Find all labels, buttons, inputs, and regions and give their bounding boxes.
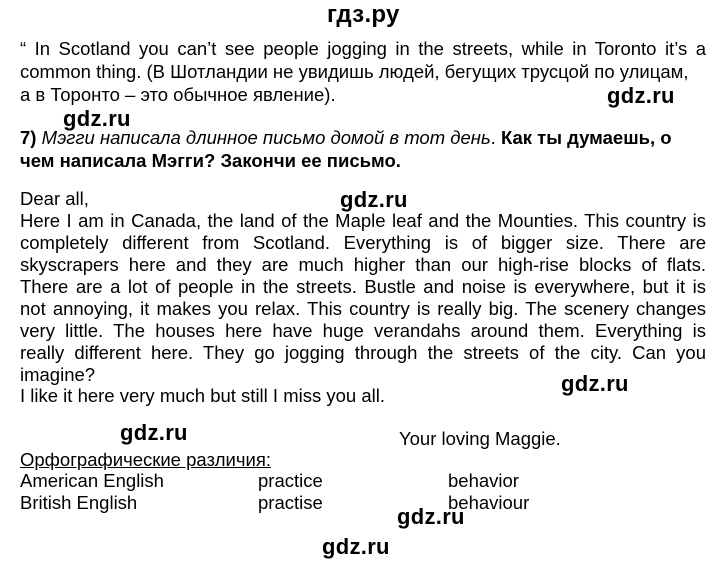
letter-line: There are a lot of people in the streets. Bustle and noise is everywhere, but it is	[20, 276, 706, 297]
task-bold-text-1: Как ты думаешь, о	[500, 127, 672, 148]
spelling-word: practice	[258, 470, 323, 491]
letter-signature: Your loving Maggie.	[399, 428, 561, 449]
letter-line: not annoying, it makes you relax. This country is really big. The scenery changes	[20, 298, 706, 319]
watermark: gdz.ru	[322, 534, 390, 559]
quote-line-2: common thing. (В Шотландии не увидишь людей, бегущих трусцой по улицам,	[20, 61, 689, 82]
watermark: gdz.ru	[120, 420, 188, 445]
letter-line: skyscrapers here and they are much higher than our high-rise blocks of flats.	[20, 254, 706, 275]
letter-closing-line: I like it here very much but still I miss you all.	[20, 385, 385, 406]
letter-line: Here I am in Canada, the land of the Maple leaf and the Mounties. This country is	[20, 210, 706, 231]
watermark: gdz.ru	[397, 504, 465, 529]
letter-line: really different here. They go jogging through the streets of the city. Can you	[20, 342, 706, 363]
watermark: gdz.ru	[607, 83, 675, 108]
spelling-title: Орфографические различия:	[20, 449, 272, 470]
spelling-word: behaviour	[448, 492, 530, 513]
spelling-variant: British English	[20, 492, 138, 513]
letter-line: completely different from Scotland. Everything is of bigger size. There are	[20, 232, 706, 253]
task-bold-text-2: чем написала Мэгги? Закончи ее письмо.	[20, 150, 401, 171]
quote-line-1: “ In Scotland you can’t see people jogging in the streets, while in Toronto it’s a	[20, 38, 706, 59]
spelling-variant: American English	[20, 470, 164, 491]
watermark: gdz.ru	[63, 106, 131, 131]
spelling-word: behavior	[448, 470, 519, 491]
task-italic-text: Мэгги написала длинное письмо домой в тот день	[41, 127, 491, 148]
watermark: gdz.ru	[340, 187, 408, 212]
task-period: .	[490, 127, 496, 148]
site-title: гдз.ру	[327, 1, 400, 28]
spelling-word: practise	[258, 492, 323, 513]
letter-last-line: imagine?	[20, 364, 96, 385]
letter-greeting: Dear all,	[20, 188, 89, 209]
watermark: gdz.ru	[561, 371, 629, 396]
task-number: 7)	[20, 127, 37, 148]
task-line-1	[20, 127, 706, 149]
letter-line: very little. The houses here have huge verandahs around them. Everything is	[20, 320, 706, 341]
quote-line-3: а в Торонто – это обычное явление).	[20, 84, 336, 105]
